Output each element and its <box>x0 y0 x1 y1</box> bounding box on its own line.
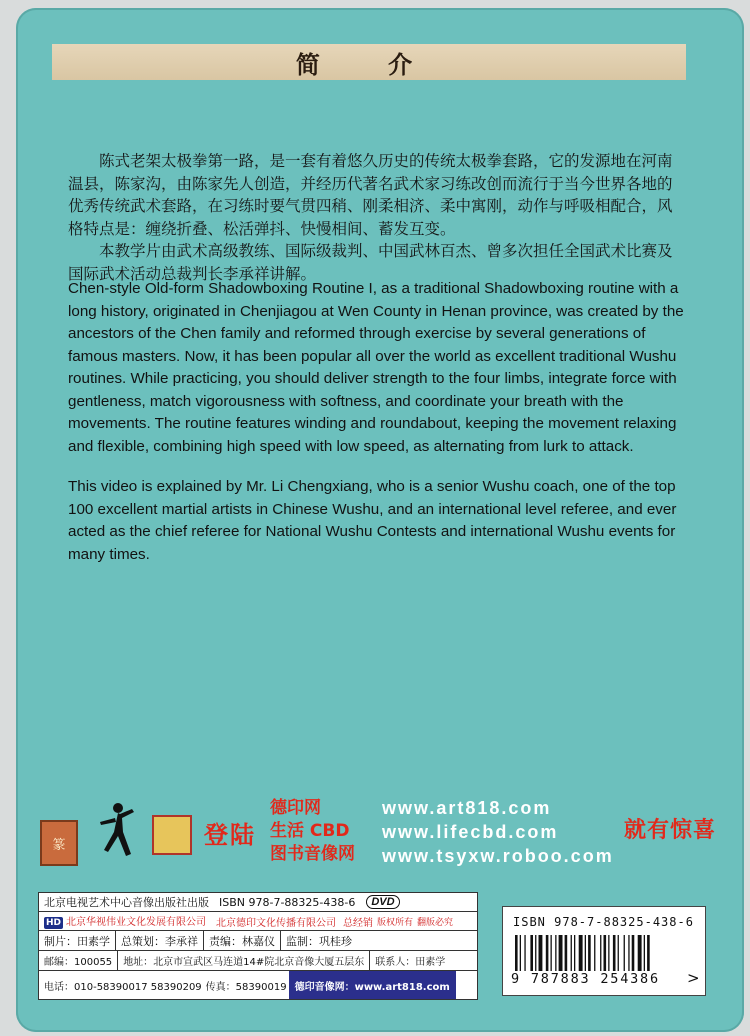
website-badge[interactable]: 德印音像网：www.art818.com <box>289 971 456 999</box>
chinese-instructor-paragraph: 本教学片由武术高级教练、国际级裁判、中国武林百杰、曾多次担任全国武术比赛及国际武术活动总裁判长李承祥讲解。 <box>68 242 673 283</box>
fax: 传真：58390019 <box>205 981 287 993</box>
producer-company: HD 北京华视伟业文化发展有限公司 <box>46 917 207 928</box>
phone: 电话：010-58390017 58390209 <box>44 981 202 993</box>
editor-credit: 责编： 林嘉仪 <box>203 931 280 950</box>
rights-text: 版权所有 <box>377 917 414 928</box>
postcode: 邮编：100055 <box>44 957 113 968</box>
site-name-list <box>270 797 355 866</box>
supervisor-credit: 监制： 巩桂珍 <box>280 931 357 950</box>
planner-credit: 总策划： 李承祥 <box>115 931 203 950</box>
info-row-address <box>39 951 477 971</box>
contact: 联系人： 田素学 <box>369 951 450 970</box>
url-list <box>382 796 614 868</box>
stamp-logo-icon <box>152 815 192 855</box>
hd-logo-icon: HD <box>46 918 62 928</box>
site-name: 图书音像网 <box>270 844 355 864</box>
distributor-role: 总经销 <box>343 917 374 929</box>
site-name: 德印网 <box>270 798 321 818</box>
url-link[interactable]: www.lifecbd.com <box>382 822 559 842</box>
publisher-name: 北京电视艺术中心音像出版社出版 <box>44 896 209 909</box>
info-row-staff <box>39 931 477 951</box>
chinese-intro-paragraph: 陈式老架太极拳第一路，是一套有着悠久历史的传统太极拳套路，它的发源地在河南温县，陈家沟，由陈家先人创造，并经历代著名武术家习练改创而流行于当今世界各地的优秀传统武术套路，在习练时要气贯四稍、刚柔相济、柔中寓刚，动作与呼吸相配合，风格特点是：缠绕折叠、松活弹抖、快慢相间、蓄发互变。 <box>68 152 673 238</box>
distributor-company: 北京德印文化传播有限公司 <box>216 917 337 929</box>
barcode-digits: 9 787883 254386 <box>511 971 660 987</box>
martial-artist-icon <box>96 800 136 860</box>
info-row-publisher <box>39 893 477 912</box>
url-link[interactable]: www.art818.com <box>382 798 552 818</box>
address: 地址： 北京市宣武区马连道14#院北京音像大厦五层东 <box>117 951 369 970</box>
dvd-logo-icon: DVD <box>366 895 399 909</box>
info-row-companies <box>39 912 477 931</box>
info-row-phone <box>39 971 477 999</box>
seal-logo-icon: 篆 <box>40 820 78 866</box>
piracy-text: 翻版必究 <box>417 917 454 928</box>
barcode-arrow: > <box>687 969 700 987</box>
publisher-info-table <box>38 892 478 1000</box>
login-text: 登陆 <box>204 821 256 849</box>
site-name: 生活 CBD <box>270 821 350 841</box>
english-instructor-paragraph: This video is explained by Mr. Li Chengxiang, who is a senior Wushu coach, one of the top 100 excellent martial artists in Chinese Wushu, and an international level referee, and ever acted as the chief referee for National Wushu Contests and international Wushu events for many times. <box>68 478 677 563</box>
producer-credit: 制片：田素学 <box>44 934 110 948</box>
barcode-isbn-label: ISBN 978-7-88325-438-6 <box>513 915 694 929</box>
isbn-text: ISBN 978-7-88325-438-6 <box>219 895 356 909</box>
slogan-text: 就有惊喜 <box>624 818 717 843</box>
barcode-panel <box>502 906 706 996</box>
url-link[interactable]: www.tsyxw.roboo.com <box>382 846 614 866</box>
page-title: 简 介 <box>52 44 686 80</box>
english-intro-paragraph: Chen-style Old-form Shadowboxing Routine I, as a traditional Shadowboxing routine with a long history, originated in Chenjiagou at Wen County in Henan province, was created by the ancestors of the Chen family and reformed through exercise by several generations of famous masters. Now, it has been popular all over the world as excellent traditional Wushu routines. While practicing, you should deliver strength to the four limbs, integrate force with gentleness, match vigorousness with softness, and coordinate your breath with the movements. The routine features winding and roundabout, keeping the movement relaxing and flexible, combining high speed with low speed, as alternating from lurk to attack. <box>68 280 684 455</box>
